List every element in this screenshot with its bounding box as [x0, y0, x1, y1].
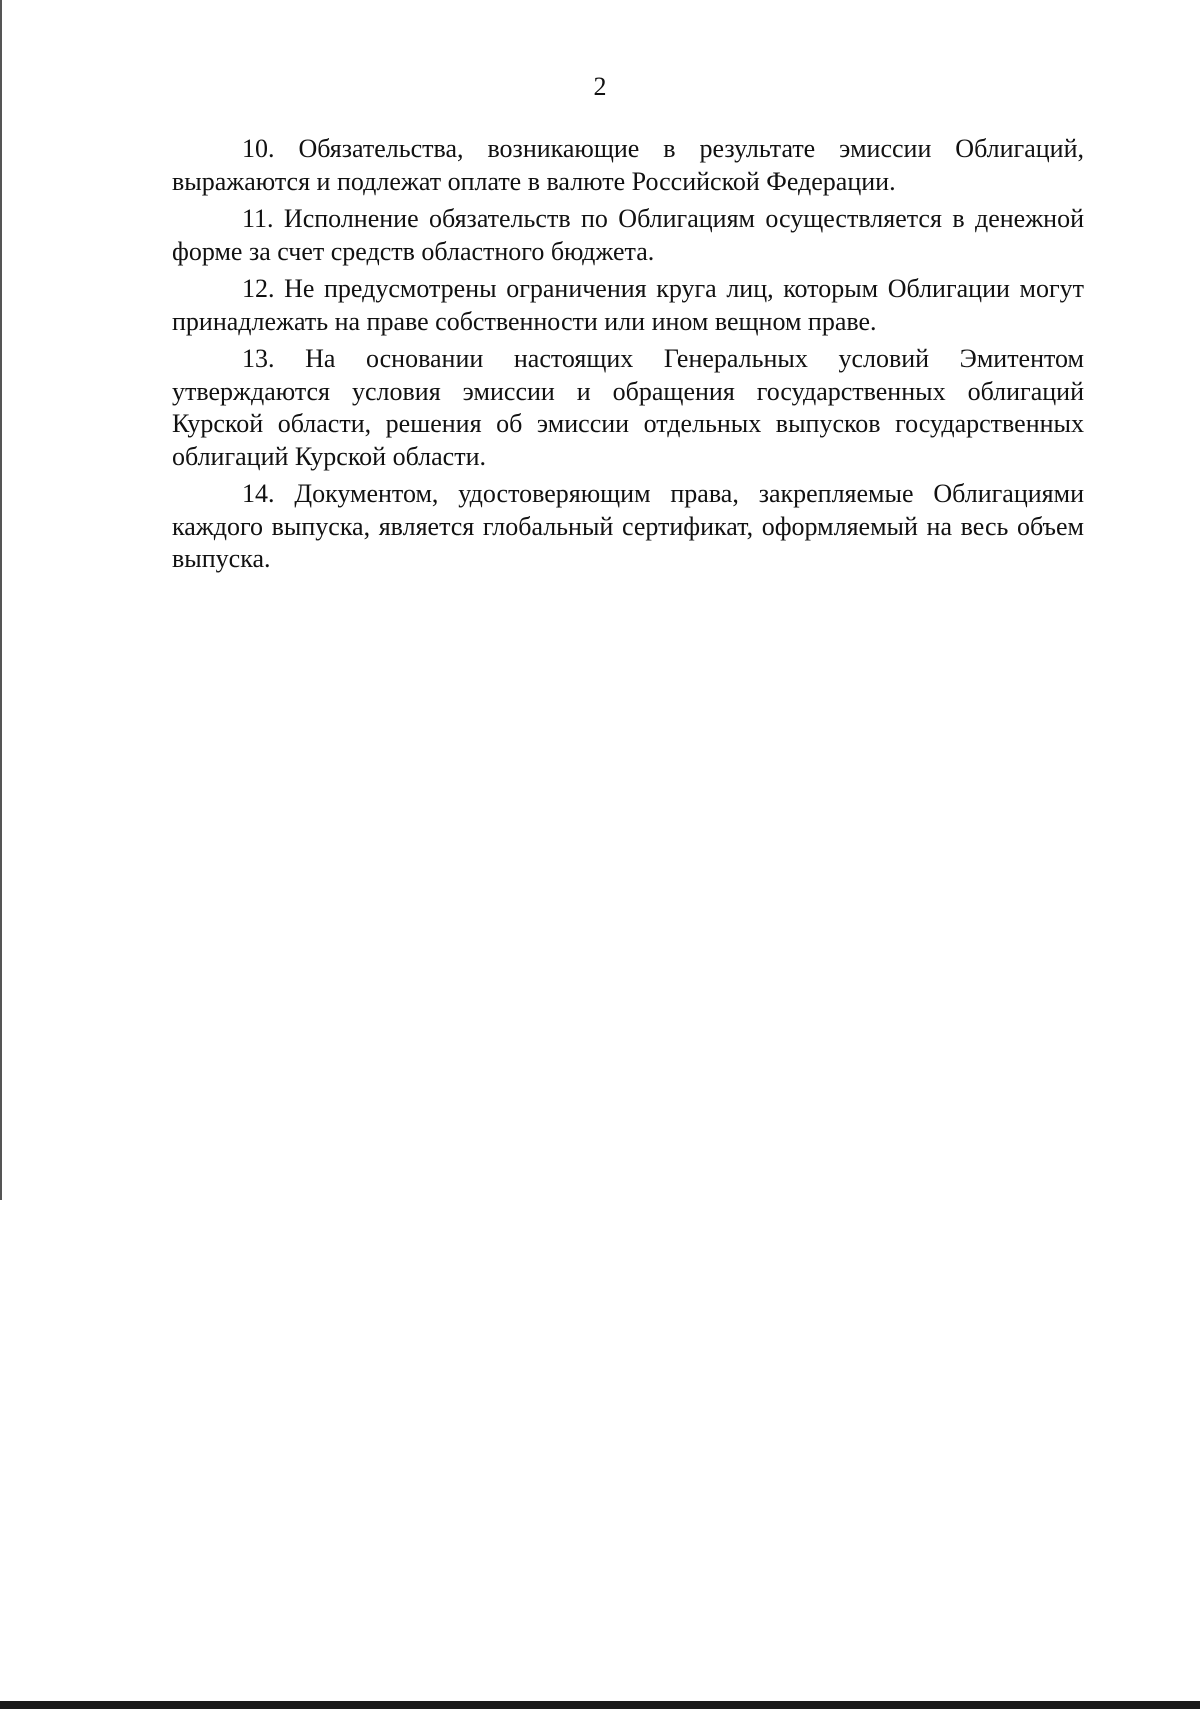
paragraph-12: 12. Не предусмотрены ограничения круга лиц, которым Облигации могут принадлежать на праве собственности или ином вещном праве. [172, 274, 1084, 336]
document-body [172, 133, 1084, 581]
page-number: 2 [593, 72, 607, 101]
scan-edge-left [0, 0, 2, 1200]
scan-edge-bottom [0, 1701, 1200, 1709]
paragraph-11: 11. Исполнение обязательств по Облигациям осуществляется в денежной форме за счет средств областного бюджета. [172, 204, 1084, 266]
paragraph-14: 14. Документом, удостоверяющим права, закрепляемые Облигациями каждого выпуска, является глобальный сертификат, оформляемый на весь объем выпуска. [172, 479, 1084, 573]
paragraph-13: 13. На основании настоящих Генеральных условий Эмитентом утверждаются условия эмиссии и обращения государственных облигаций Курской области, решения об эмиссии отдельных выпусков государственных облигаций Курской области. [172, 344, 1084, 471]
paragraph-10: 10. Обязательства, возникающие в результате эмиссии Облигаций, выражаются и подлежат оплате в валюте Российской Федерации. [172, 134, 1084, 196]
